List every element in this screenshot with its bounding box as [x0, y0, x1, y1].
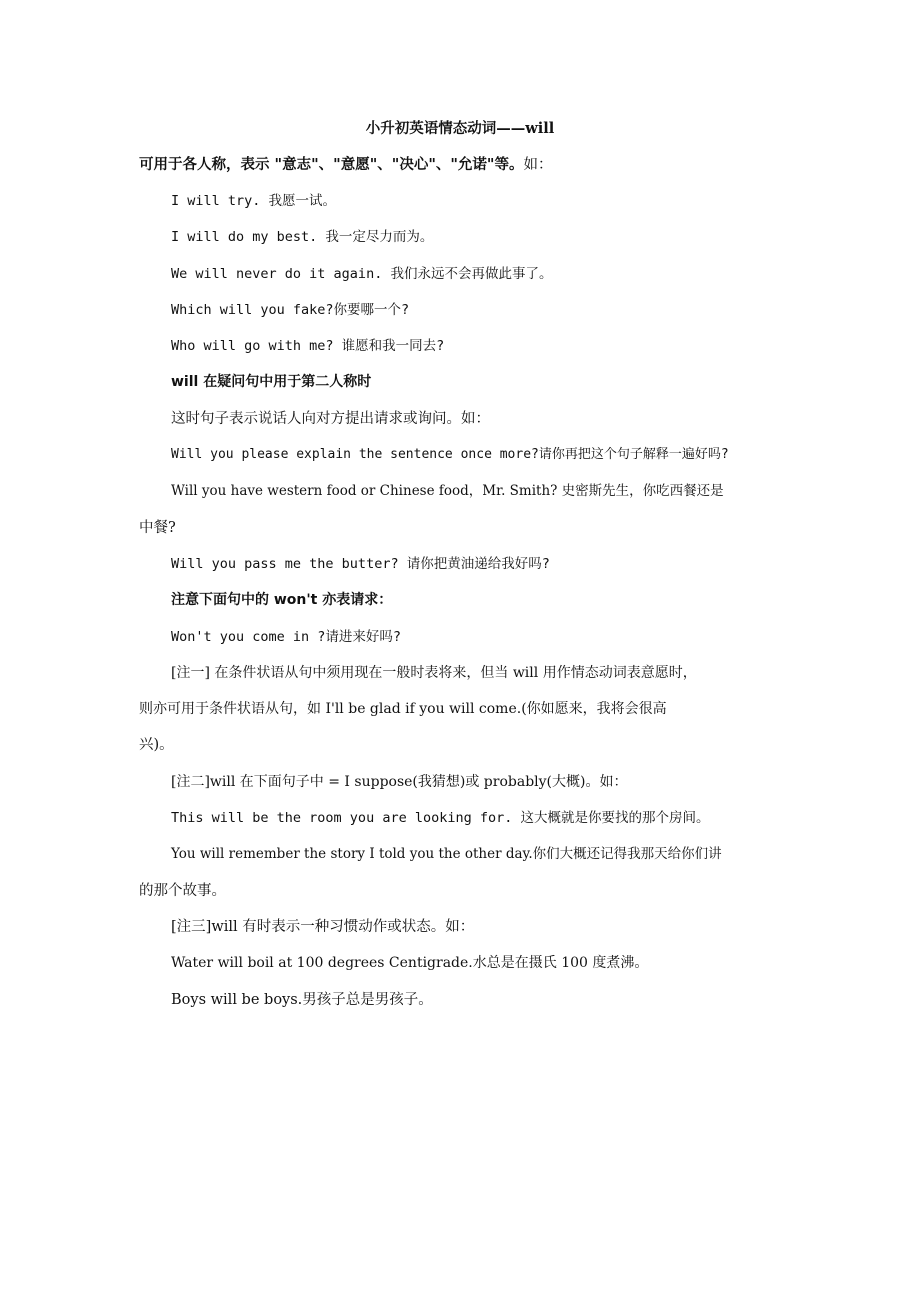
example-line-continuation: 的那个故事。 — [139, 882, 226, 899]
note-line: [注三]will 有时表示一种习惯动作或状态。如： — [171, 918, 475, 935]
example-line: Won't you come in ?请进来好吗? — [171, 628, 402, 645]
example-line: Who will go with me? 谁愿和我一同去? — [171, 338, 445, 355]
example-line: Will you pass me the butter? 请你把黄油递给我好吗? — [171, 555, 550, 572]
section-heading: 注意下面句中的 won't 亦表请求： — [171, 592, 393, 609]
example-line: This will be the room you are looking for. 这大概就是你要找的那个房间。 — [171, 810, 710, 827]
intro-bold-text: 可用于各人称，表示 "意志"、"意愿"、"决心"、"允诺"等。 — [139, 156, 524, 173]
example-line: We will never do it again. 我们永远不会再做此事了。 — [171, 265, 553, 282]
example-line: Water will boil at 100 degrees Centigrade.水总是在摄氏 100 度煮沸。 — [171, 955, 649, 972]
example-line: Will you have western food or Chinese food，Mr. Smith? 史密斯先生，你吃西餐还是 — [171, 483, 724, 500]
document-body — [139, 190, 799, 1025]
document-title: 小升初英语情态动词——will — [365, 120, 555, 137]
example-line: I will try. 我愿一试。 — [171, 193, 337, 209]
section-heading: will 在疑问句中用于第二人称时 — [171, 374, 372, 391]
example-line: Will you please explain the sentence once more?请你再把这个句子解释一遍好吗? — [171, 447, 729, 463]
example-line: Which will you fake?你要哪一个? — [171, 301, 410, 318]
example-line-continuation: 中餐? — [139, 519, 176, 536]
example-line: You will remember the story I told you the other day.你们大概还记得我那天给你们讲 — [171, 846, 722, 863]
explanation-line: 这时句子表示说话人向对方提出请求或询问。如： — [171, 410, 490, 427]
note-line: [注二]will 在下面句子中 = I suppose(我猜想)或 probably(大概)。如： — [171, 773, 628, 790]
intro-paragraph — [139, 154, 799, 176]
example-line: I will do my best. 我一定尽力而为。 — [171, 229, 434, 246]
note-line: [注一] 在条件状语从句中须用现在一般时表将来，但当 will 用作情态动词表意愿时， — [171, 664, 697, 681]
intro-tail-text: 如： — [523, 157, 553, 173]
note-line-continuation: 兴)。 — [139, 737, 174, 754]
example-line: Boys will be boys.男孩子总是男孩子。 — [171, 991, 433, 1008]
note-line-continuation: 则亦可用于条件状语从句，如 I'll be glad if you will come.(你如愿来，我将会很高 — [139, 701, 667, 718]
